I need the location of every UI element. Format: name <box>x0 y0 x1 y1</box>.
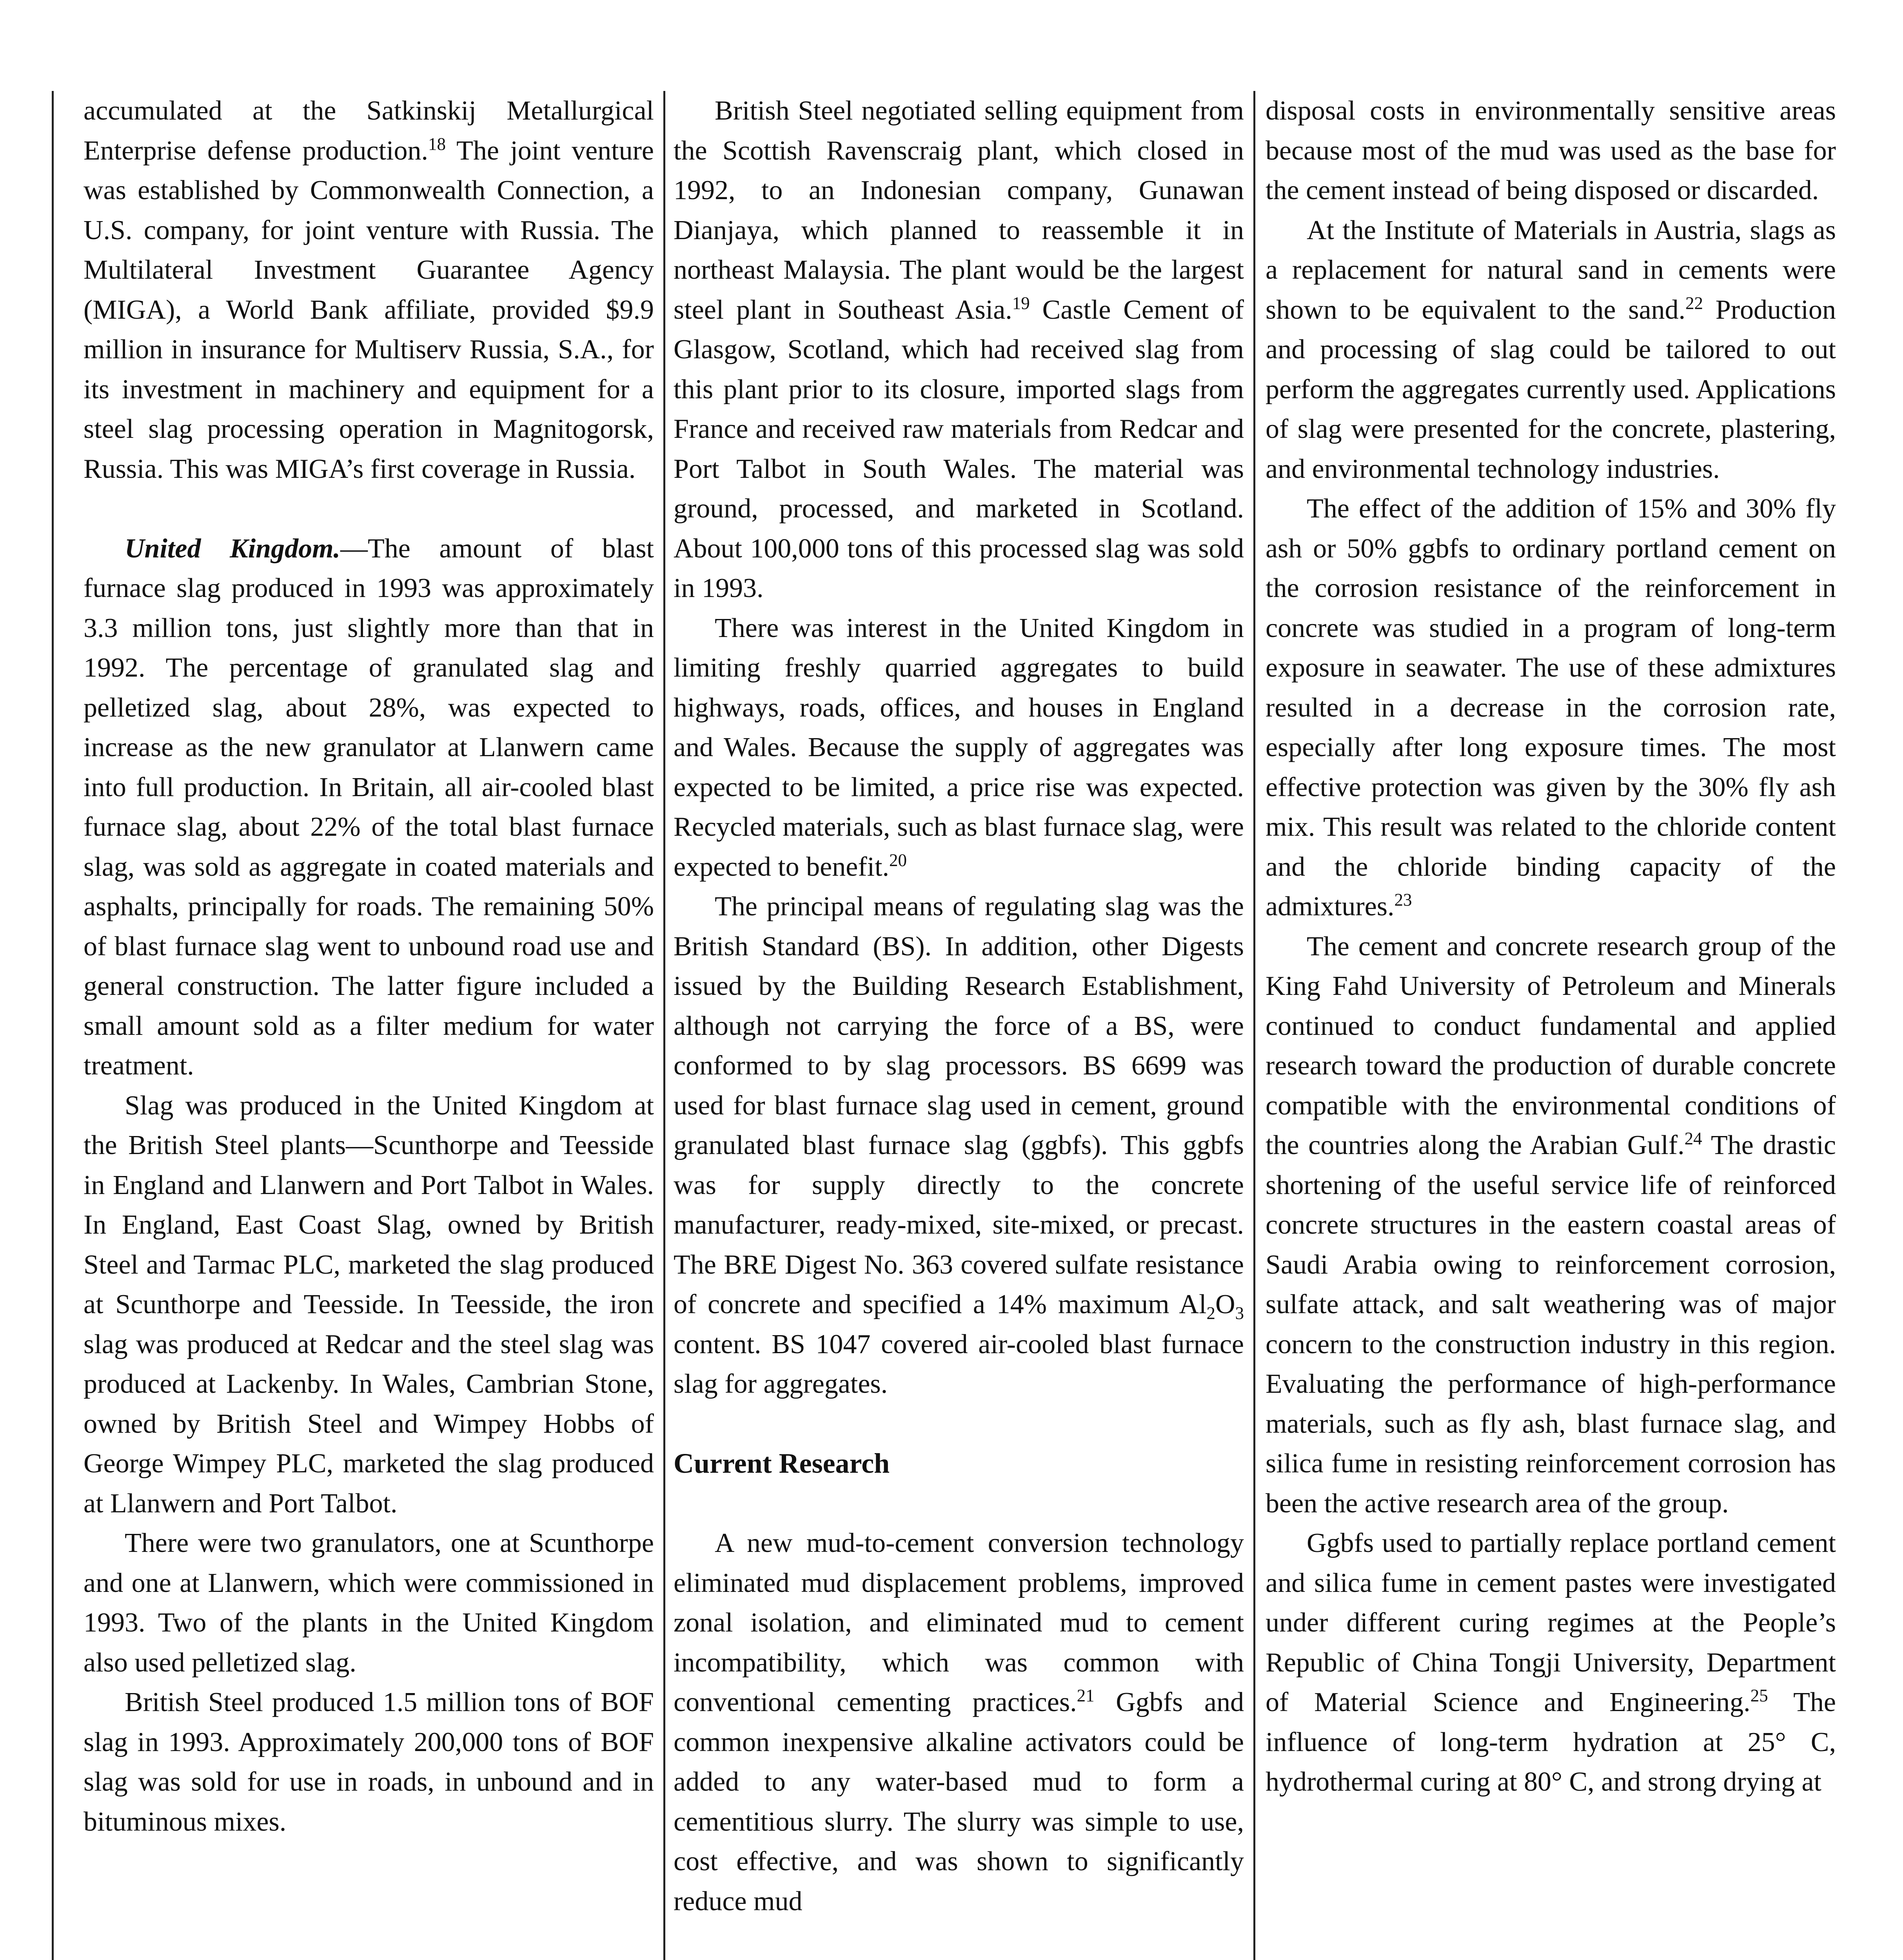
paragraph-text: content. BS 1047 covered air-cooled blast furnace slag for aggregates. <box>674 1329 1244 1399</box>
paragraph-text: Castle Cement of Glasgow, Scotland, which had received slag from this plant prior to its closure, imported slags from France and received raw materials from Redcar and Port Talbot in South Wales. The material was ground, processed, and marketed in Scotland. About 100,000 tons of this processed slag was sold in 1993. <box>674 294 1244 603</box>
paragraph-text: —The amount of blast furnace slag produced in 1993 was approximately 3.3 million tons, just slightly more than that in 1992. The percentage of granulated slag and pelletized slag, about 28%, was expected to increase as the new granulator at Llanwern came into full production. In Britain, all air-cooled blast furnace slag, about 22% of the total blast furnace slag, was sold as aggregate in coated materials and asphalts, principally for roads. The remaining 50% of blast furnace slag went to unbound road use and general construction. The latter figure included a small amount sold as a filter medium for water treatment. <box>84 533 654 1081</box>
footnote-ref: 20 <box>889 850 907 870</box>
footnote-ref: 19 <box>1012 293 1030 313</box>
paragraph-text: The cement and concrete research group of the King Fahd University of Petroleum and Minerals continued to conduct fundamental and applied research toward the production of durable concrete compatible with the environmental conditions of the countries along the Arabian Gulf. <box>1266 931 1836 1160</box>
paragraph-text: The joint venture was established by Commonwealth Connection, a U.S. company, for joint venture with Russia. The Multilateral Investment Guarantee Agency (MIGA), a World Bank affiliate, provided $9.9 million in insurance for Multiserv Russia, S.A., for its investment in machinery and equipment for a steel slag processing operation in Magnitogorsk, Russia. This was MIGA’s first coverage in Russia. <box>84 135 654 484</box>
footnote-ref: 23 <box>1394 890 1412 910</box>
text-column-1 <box>84 91 654 1960</box>
paragraph: disposal costs in environmentally sensitive areas because most of the mud was used as the base for the cement instead of being disposed or discarded. <box>1266 96 1836 205</box>
paragraph-text: Production and processing of slag could be tailored to out perform the aggregates currently used. Applications of slag were presented for the concrete, plastering, and environmental technology industries. <box>1266 294 1836 484</box>
paragraph-text: British Steel negotiated selling equipment from the Scottish Ravenscraig plant, which closed in 1992, to an Indonesian company, Gunawan Dianjaya, which planned to reassemble it in northeast Malaysia. The plant would be the largest steel plant in Southeast Asia. <box>674 96 1244 325</box>
footnote-ref: 21 <box>1077 1686 1095 1706</box>
paragraph: British Steel produced 1.5 million tons of BOF slag in 1993. Approximately 200,000 tons of BOF slag was sold for use in roads, in unbound and in bituminous mixes. <box>84 1687 654 1837</box>
paragraph <box>674 91 1244 608</box>
column-rule-middle-1 <box>663 91 665 1960</box>
subscript: 2 <box>1206 1303 1215 1323</box>
paragraph-text: A new mud-to-cement conversion technology eliminated mud displacement problems, improved zonal isolation, and eliminated mud to cement incompatibility, which was common with conventional cementing practices. <box>674 1528 1244 1717</box>
paragraph-text: The effect of the addition of 15% and 30% fly ash or 50% ggbfs to ordinary portland cement on the corrosion resistance of the reinforcement in concrete was studied in a program of long-term exposure in seawater. The use of these admixtures resulted in a decrease in the corrosion rate, especially after long exposure times. The most effective protection was given by the 30% fly ash mix. This result was related to the chloride content and the chloride binding capacity of the admixtures. <box>1266 494 1836 922</box>
paragraph <box>1266 927 1836 1524</box>
column-rule-middle-2 <box>1253 91 1255 1960</box>
column-rule-left <box>52 91 54 1960</box>
paragraph-text: The drastic shortening of the useful service life of reinforced concrete structures in the eastern coastal areas of Saudi Arabia owing to reinforcement corrosion, sulfate attack, and salt weathering was of major concern to the construction industry in this region. Evaluating the performance of high-performance materials, such as fly ash, blast furnace slag, and silica fume in resisting reinforcement corrosion has been the active research area of the group. <box>1266 1130 1836 1519</box>
footnote-ref: 22 <box>1685 293 1703 313</box>
paragraph <box>84 91 654 489</box>
paragraph <box>674 608 1244 887</box>
paragraph-text: The influence of long-term hydration at 25° C, hydrothermal curing at 80° C, and strong drying at <box>1266 1687 1836 1797</box>
footnote-ref: 25 <box>1750 1686 1768 1706</box>
text-column-3 <box>1266 91 1836 1960</box>
paragraph <box>1266 211 1836 489</box>
paragraph-text: At the Institute of Materials in Austria, slags as a replacement for natural sand in cements were shown to be equivalent to the sand. <box>1266 215 1836 325</box>
paragraph <box>674 887 1244 1404</box>
chemical-symbol: O <box>1215 1289 1235 1319</box>
paragraph <box>1266 489 1836 927</box>
paragraph-text: Ggbfs and common inexpensive alkaline activators could be added to any water-based mud to form a cementitious slurry. The slurry was simple to use, cost effective, and was shown to significantly reduce mud <box>674 1687 1244 1916</box>
paragraph-text: There was interest in the United Kingdom in limiting freshly quarried aggregates to build highways, roads, offices, and houses in England and Wales. Because the supply of aggregates was expected to be limited, a price rise was expected. Recycled materials, such as blast furnace slag, were expected to benefit. <box>674 613 1244 882</box>
paragraph <box>84 529 654 1086</box>
paragraph: Slag was produced in the United Kingdom at the British Steel plants—Scunthorpe and Teesside in England and Llanwern and Port Talbot in Wales. In England, East Coast Slag, owned by British Steel and Tarmac PLC, marketed the slag produced at Scunthorpe and Teesside. In Teesside, the iron slag was produced at Redcar and the steel slag was produced at Lackenby. In Wales, Cambrian Stone, owned by British Steel and Wimpey Hobbs of George Wimpey PLC, marketed the slag produced at Llanwern and Port Talbot. <box>84 1090 654 1519</box>
paragraph-text: accumulated at the Satkinskij Metallurgical Enterprise defense production. <box>84 96 654 166</box>
paragraph <box>1266 1523 1836 1802</box>
footnote-ref: 24 <box>1684 1129 1702 1149</box>
subscript: 3 <box>1235 1303 1244 1323</box>
section-heading-current-research: Current Research <box>674 1448 890 1479</box>
paragraph-text: The principal means of regulating slag was the British Standard (BS). In addition, other Digests issued by the Building Research Establishment, although not carrying the force of a BS, were conformed to by slag processors. BS 6699 was used for blast furnace slag used in cement, ground granulated blast furnace slag (ggbfs). This ggbfs was for supply directly to the concrete manufacturer, ready-mixed, site-mixed, or precast. The BRE Digest No. 363 covered sulfate resistance of concrete and specified a 14% maximum Al <box>674 891 1244 1319</box>
footnote-ref: 18 <box>428 134 446 154</box>
paragraph <box>674 1523 1244 1921</box>
text-column-2 <box>674 91 1244 1960</box>
paragraph-text: Ggbfs used to partially replace portland cement and silica fume in cement pastes were investigated under different curing regimes at the People’s Republic of China Tongji University, Department of Material Science and Engineering. <box>1266 1528 1836 1717</box>
paragraph: There were two granulators, one at Scunthorpe and one at Llanwern, which were commissioned in 1993. Two of the plants in the United Kingdom also used pelletized slag. <box>84 1528 654 1678</box>
subsection-heading-uk: United Kingdom. <box>125 533 341 564</box>
